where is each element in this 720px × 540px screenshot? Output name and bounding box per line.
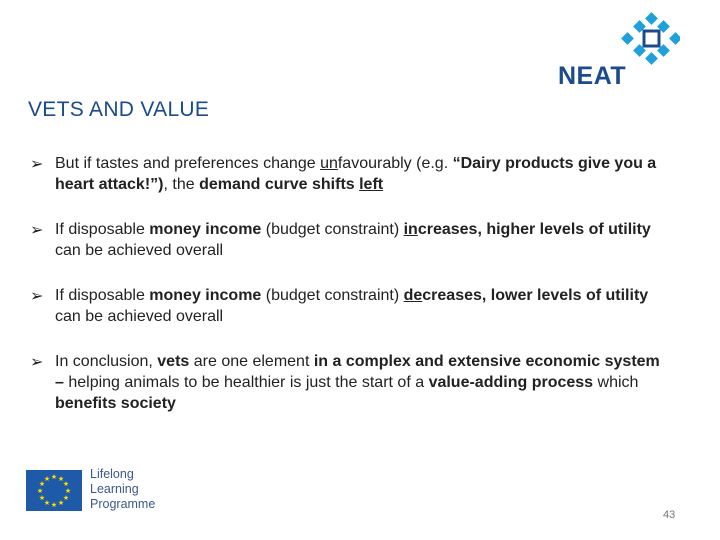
bullet-item: ➢ If disposable money income (budget constraint) decreases, lower levels of utility can be achieved overall bbox=[30, 287, 649, 325]
arrow-bullet-icon: ➢ bbox=[30, 156, 44, 173]
svg-text:★: ★ bbox=[50, 501, 58, 509]
arrow-bullet-icon: ➢ bbox=[30, 222, 44, 239]
bullet-item: ➢ In conclusion, vets are one element in a complex and extensive economic system – helping animals to be healthier is just the start of a value-adding process which benefits society bbox=[30, 353, 660, 412]
svg-text:★: ★ bbox=[57, 475, 65, 483]
eu-flag-icon bbox=[26, 470, 82, 511]
logo-text: NEAT bbox=[558, 62, 627, 90]
page-title: VETS AND VALUE bbox=[28, 98, 210, 121]
svg-text:★: ★ bbox=[62, 494, 70, 502]
bullet-item: ➢ But if tastes and preferences change unfavourably (e.g. “Dairy products give you a heart attack!”), the demand curve shifts left bbox=[30, 155, 657, 193]
svg-text:★: ★ bbox=[57, 499, 65, 507]
svg-text:★: ★ bbox=[43, 499, 51, 507]
svg-text:★: ★ bbox=[43, 475, 51, 483]
svg-text:★: ★ bbox=[64, 487, 72, 495]
svg-text:★: ★ bbox=[38, 480, 46, 488]
bullet-item: ➢ If disposable money income (budget constraint) increases, higher levels of utility can be achieved overall bbox=[30, 221, 651, 259]
arrow-bullet-icon: ➢ bbox=[30, 288, 44, 305]
svg-text:★: ★ bbox=[36, 487, 44, 495]
arrow-bullet-icon: ➢ bbox=[30, 354, 44, 371]
svg-text:★: ★ bbox=[62, 480, 70, 488]
bullet-list bbox=[30, 153, 670, 414]
svg-text:★: ★ bbox=[50, 473, 58, 481]
lifelong-learning-logo bbox=[26, 465, 166, 513]
page-number: 43 bbox=[663, 509, 676, 521]
neat-logo bbox=[555, 12, 680, 90]
programme-name: Lifelong Learning Programme bbox=[90, 467, 156, 511]
svg-text:★: ★ bbox=[38, 494, 46, 502]
